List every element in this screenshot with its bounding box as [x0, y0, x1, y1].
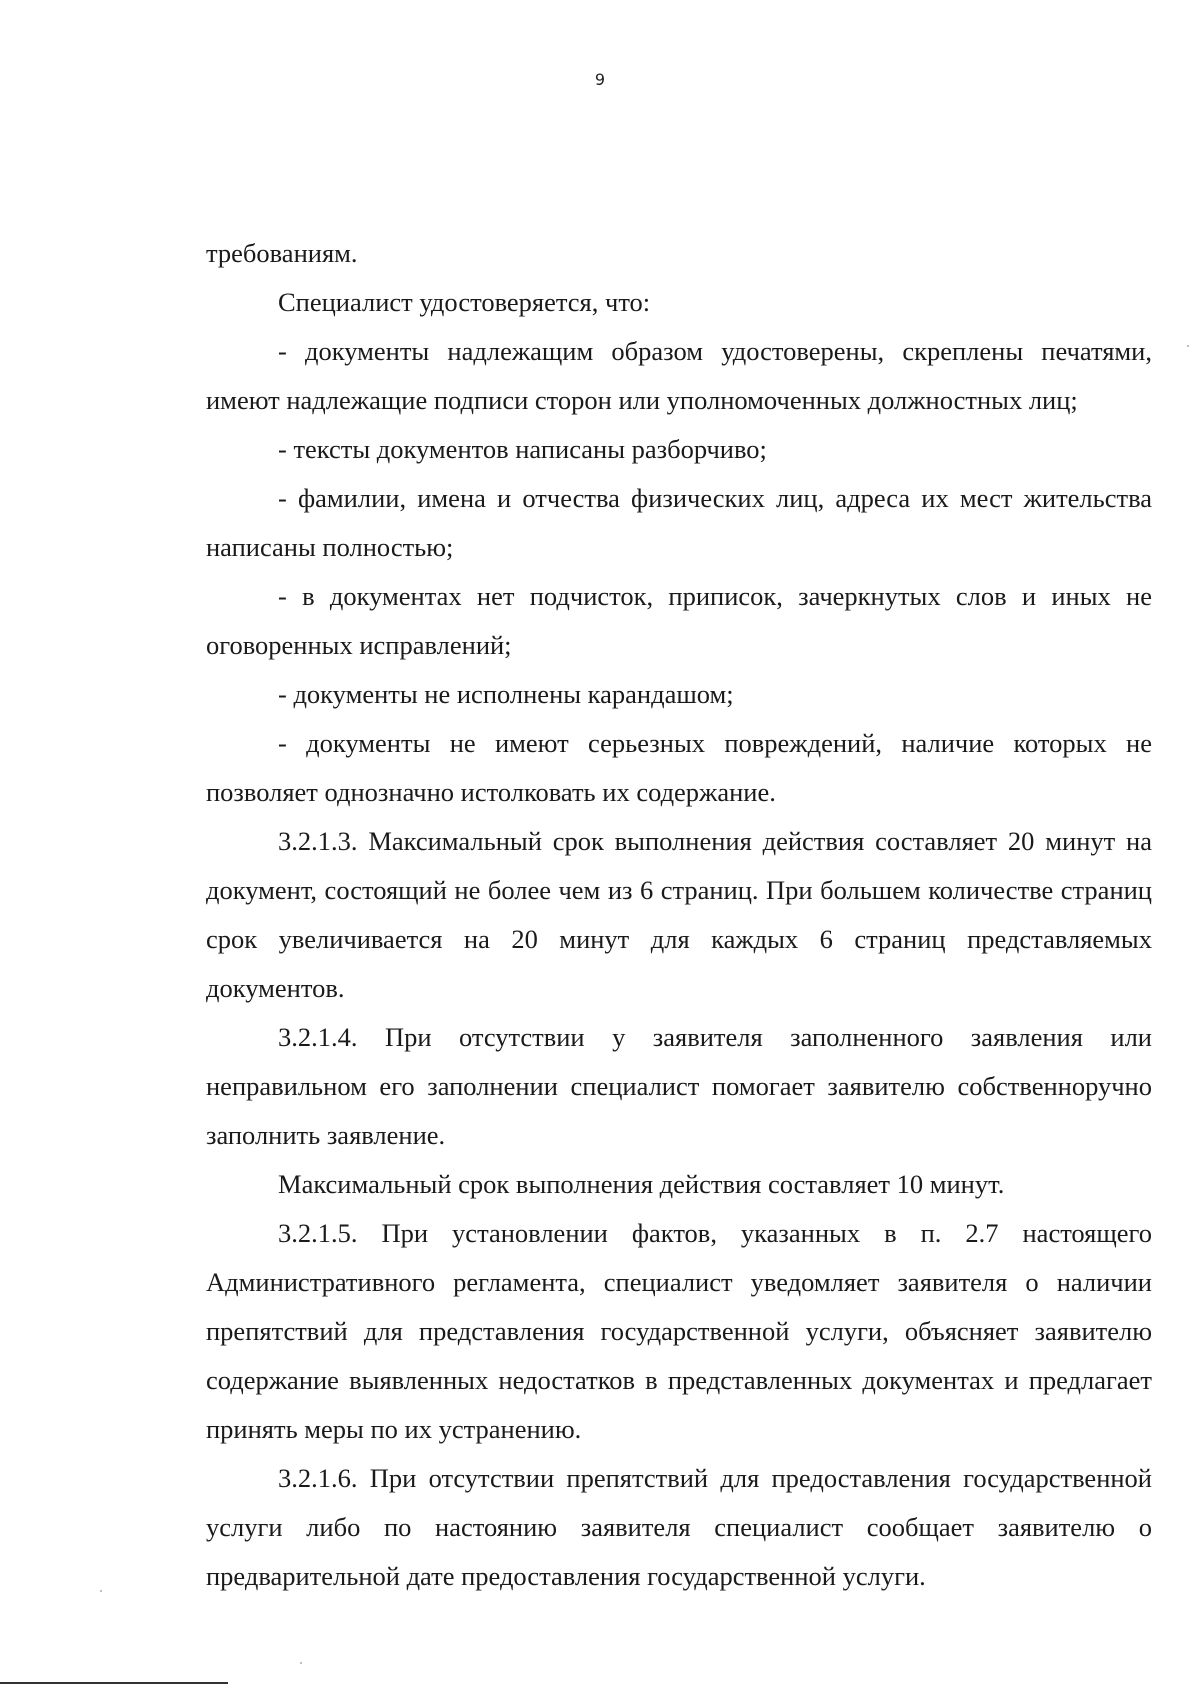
list-item-signatures: - документы надлежащим образом удостоверены, скреплены печатями, имеют надлежащие подписи сторон или уполномоченных должностных лиц;	[206, 336, 1152, 415]
clause-3-2-1-6: 3.2.1.6. При отсутствии препятствий для предоставления государственной услуги либо по настоянию заявителя специалист сообщает заявителю о предварительной дате предоставления государственной услуги.	[206, 1463, 1152, 1591]
list-item-full-names: - фамилии, имена и отчества физических лиц, адреса их мест жительства написаны полностью;	[206, 483, 1152, 562]
scan-speck	[1187, 345, 1189, 347]
document-body	[206, 229, 1152, 1601]
page-number: 9	[594, 70, 606, 89]
clause-3-2-1-4: 3.2.1.4. При отсутствии у заявителя заполненного заявления или неправильном его заполнении специалист помогает заявителю собственноручно заполнить заявление.	[206, 1022, 1152, 1150]
list-item-no-damage: - документы не имеют серьезных повреждений, наличие которых не позволяет однозначно истолковать их содержание.	[206, 728, 1152, 807]
clause-3-2-1-3: 3.2.1.3. Максимальный срок выполнения действия составляет 20 минут на документ, состоящий не более чем из 6 страниц. При большем количестве страниц срок увеличивается на 20 минут для каждых 6 страниц представляемых документов.	[206, 826, 1152, 1003]
list-item-no-corrections: - в документах нет подчисток, приписок, зачеркнутых слов и иных не оговоренных исправлений;	[206, 581, 1152, 660]
clause-3-2-1-4-deadline: Максимальный срок выполнения действия составляет 10 минут.	[278, 1169, 1005, 1199]
list-item-legible: - тексты документов написаны разборчиво;	[278, 434, 767, 464]
list-item-no-pencil: - документы не исполнены карандашом;	[278, 679, 734, 709]
scan-speck	[100, 1590, 102, 1592]
paragraph-continuation: требованиям.	[206, 238, 358, 268]
bottom-scan-line	[0, 1682, 228, 1684]
scan-speck	[300, 1662, 302, 1664]
paragraph-intro: Специалист удостоверяется, что:	[278, 287, 651, 317]
clause-3-2-1-5: 3.2.1.5. При установлении фактов, указанных в п. 2.7 настоящего Административного регламента, специалист уведомляет заявителя о наличии препятствий для представления государственной услуги, объясняет заявителю содержание выявленных недостатков в представленных документах и предлагает принять меры по их устранению.	[206, 1218, 1152, 1444]
